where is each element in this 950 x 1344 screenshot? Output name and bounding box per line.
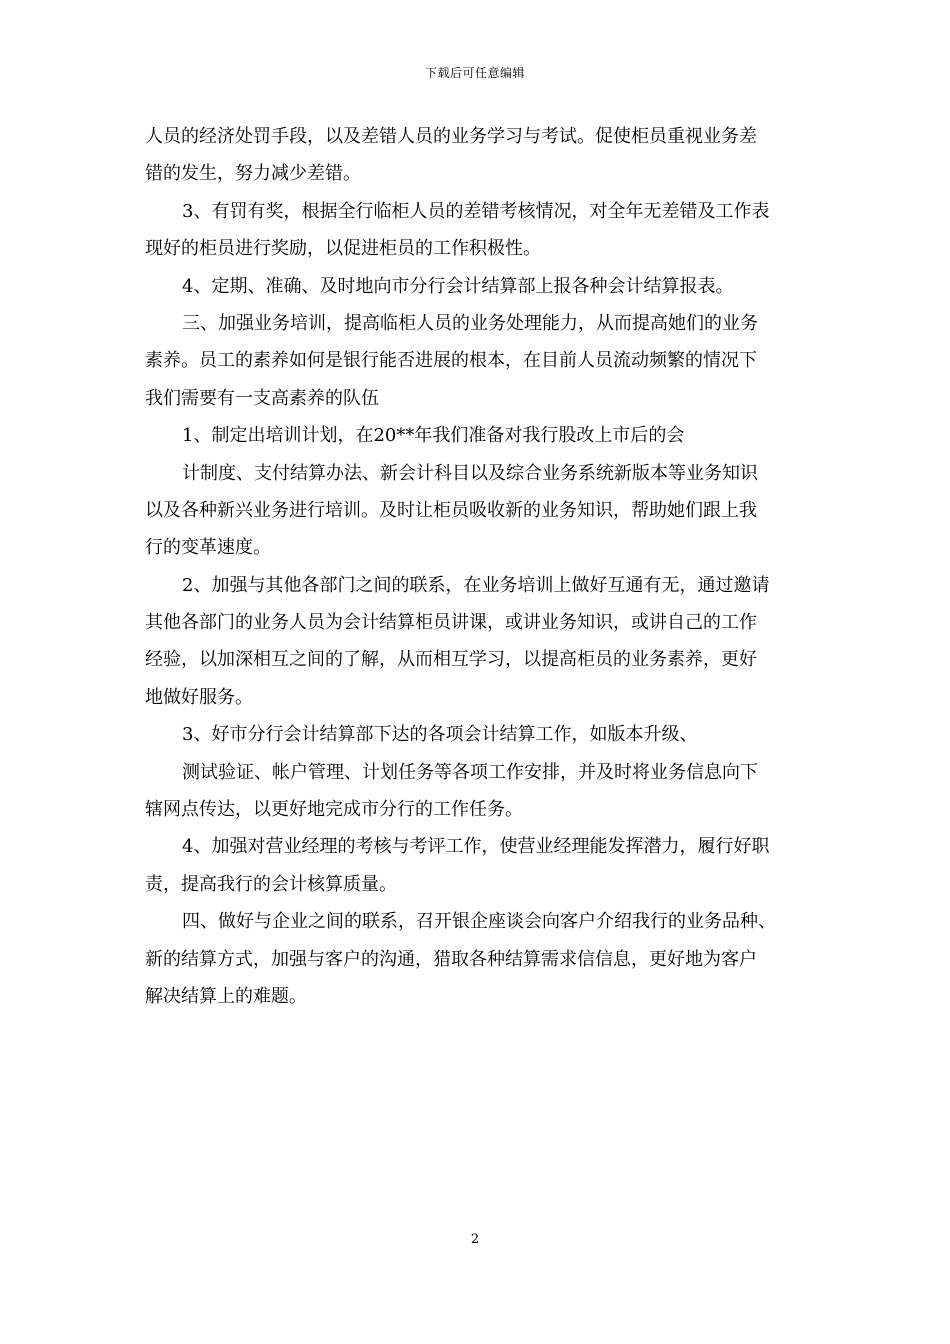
text-line: 经验，以加深相互之间的了解，从而相互学习，以提高柜员的业务素养，更好 [145,649,757,671]
text-line: 地做好服务。 [145,686,253,708]
text-line: 错的发生，努力减少差错。 [145,163,361,185]
text-line: 我们需要有一支高素养的队伍 [145,387,379,409]
text-line: 责，提高我行的会计核算质量。 [145,873,397,895]
text-line: 解决结算上的难题。 [145,985,307,1007]
text-line: 计制度、支付结算办法、新会计科目以及综合业务系统新版本等业务知识 [182,462,758,484]
document-body [145,118,807,1015]
page-number: 2 [470,1232,480,1247]
text-line: 三、加强业务培训，提高临柜人员的业务处理能力，从而提高她们的业务 [182,312,758,334]
text-line: 3、有罚有奖，根据全行临柜人员的差错考核情况，对全年无差错及工作表 [182,200,770,222]
text-line: 4、加强对营业经理的考核与考评工作，使营业经理能发挥潜力，履行好职 [182,836,770,858]
text-line: 1、制定出培训计划，在20**年我们准备对我行股改上市后的会 [182,425,685,447]
text-line: 2、加强与其他各部门之间的联系，在业务培训上做好互通有无，通过邀请 [182,574,770,596]
text-line: 新的结算方式，加强与客户的沟通，猎取各种结算需求信信息，更好地为客户 [145,948,757,970]
page-header-note: 下载后可任意编辑 [424,66,525,80]
text-line: 四、做好与企业之间的联系，召开银企座谈会向客户介绍我行的业务品种、 [182,911,776,933]
text-line: 人员的经济处罚手段，以及差错人员的业务学习与考试。促使柜员重视业务差 [145,126,757,147]
text-line: 其他各部门的业务人员为会计结算柜员讲课，或讲业务知识，或讲自己的工作 [145,612,757,634]
text-line: 辖网点传达，以更好地完成市分行的工作任务。 [145,799,523,821]
text-line: 测试验证、帐户管理、计划任务等各项工作安排，并及时将业务信息向下 [182,761,758,783]
text-line: 现好的柜员进行奖励，以促进柜员的工作积极性。 [145,238,541,260]
text-line: 3、好市分行会计结算部下达的各项会计结算工作，如版本升级、 [182,724,698,746]
text-line: 以及各种新兴业务进行培训。及时让柜员吸收新的业务知识，帮助她们跟上我 [145,499,757,521]
text-line: 4、定期、准确、及时地向市分行会计结算部上报各种会计结算报表。 [182,275,734,297]
text-line: 素养。员工的素养如何是银行能否进展的根本，在目前人员流动频繁的情况下 [145,350,757,372]
text-line: 行的变革速度。 [145,537,271,559]
